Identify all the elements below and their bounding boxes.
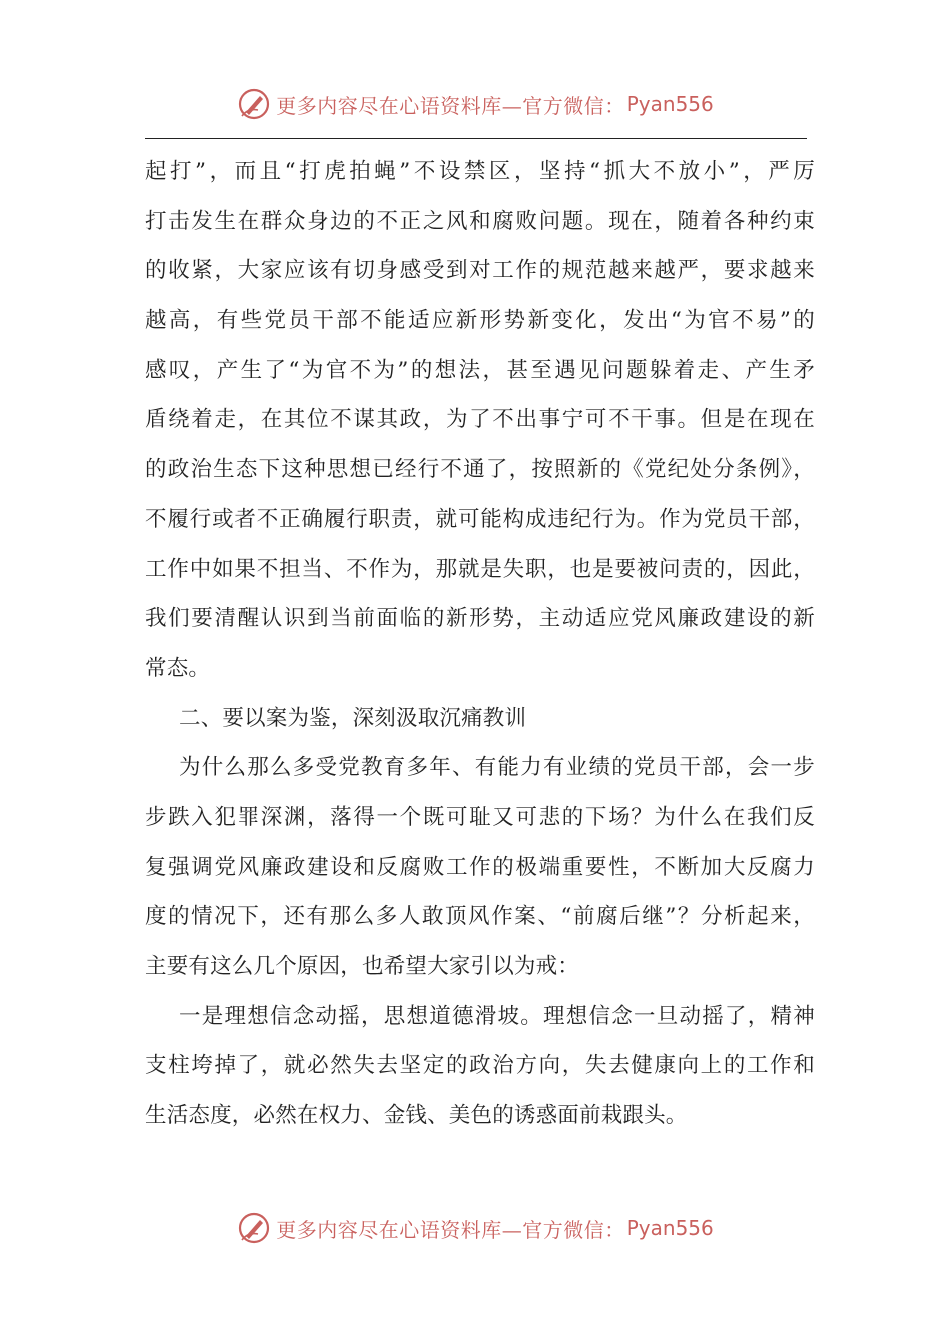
body-line: 感叹，产生了“为官不为”的想法，甚至遇见问题躲着走、产生矛	[145, 357, 815, 383]
body-line: 生活态度，必然在权力、金钱、美色的诱惑面前栽跟头。	[145, 1103, 688, 1129]
header-site-text: 更多内容尽在心语资料库—官方微信：	[276, 93, 625, 118]
header-contact: Pyan556	[626, 92, 714, 116]
body-line: 我们要清醒认识到当前面临的新形势，主动适应党风廉政建设的新	[145, 606, 815, 632]
section-heading: 二、要以案为鉴，深刻汲取沉痛教训	[179, 705, 527, 731]
header-banner	[0, 84, 950, 124]
body-line: 复强调党风廉政建设和反腐败工作的极端重要性，不断加大反腐力	[145, 854, 815, 880]
footer-contact: Pyan556	[626, 1216, 714, 1240]
body-line: 打击发生在群众身边的不正之风和腐败问题。现在，随着各种约束	[145, 208, 815, 234]
footer-banner	[0, 1208, 950, 1248]
footer-site-text: 更多内容尽在心语资料库—官方微信：	[276, 1217, 625, 1242]
body-line: 起打”，而且“打虎拍蝇”不设禁区，坚持“抓大不放小”，严厉	[145, 159, 815, 184]
body-line: 度的情况下，还有那么多人敢顶风作案、“前腐后继”？分析起来，	[145, 904, 815, 930]
body-line: 盾绕着走，在其位不谋其政，为了不出事宁可不干事。但是在现在	[145, 407, 815, 433]
body-line: 常态。	[145, 655, 211, 681]
header-divider	[145, 138, 807, 139]
body-line: 工作中如果不担当、不作为，那就是失职，也是要被问责的，因此，	[145, 556, 815, 582]
body-line: 的收紧，大家应该有切身感受到对工作的规范越来越严，要求越来	[145, 258, 815, 284]
pen-circle-logo-icon	[236, 1210, 272, 1246]
body-line: 为什么那么多受党教育多年、有能力有业绩的党员干部，会一步	[179, 755, 815, 781]
body-line: 主要有这么几个原因，也希望大家引以为戒：	[145, 954, 580, 979]
body-line: 支柱垮掉了，就必然失去坚定的政治方向，失去健康向上的工作和	[145, 1053, 815, 1079]
pen-circle-logo-icon	[236, 86, 272, 122]
body-line: 越高，有些党员干部不能适应新形势新变化，发出“为官不易”的	[145, 308, 815, 334]
body-line: 一是理想信念动摇，思想道德滑坡。理想信念一旦动摇了，精神	[179, 1003, 815, 1029]
document-body	[145, 147, 815, 1141]
body-line: 不履行或者不正确履行职责，就可能构成违纪行为。作为党员干部，	[145, 506, 815, 532]
body-line: 步跌入犯罪深渊，落得一个既可耻又可悲的下场？为什么在我们反	[145, 804, 815, 830]
body-line: 的政治生态下这种思想已经行不通了，按照新的《党纪处分条例》，	[145, 457, 815, 483]
